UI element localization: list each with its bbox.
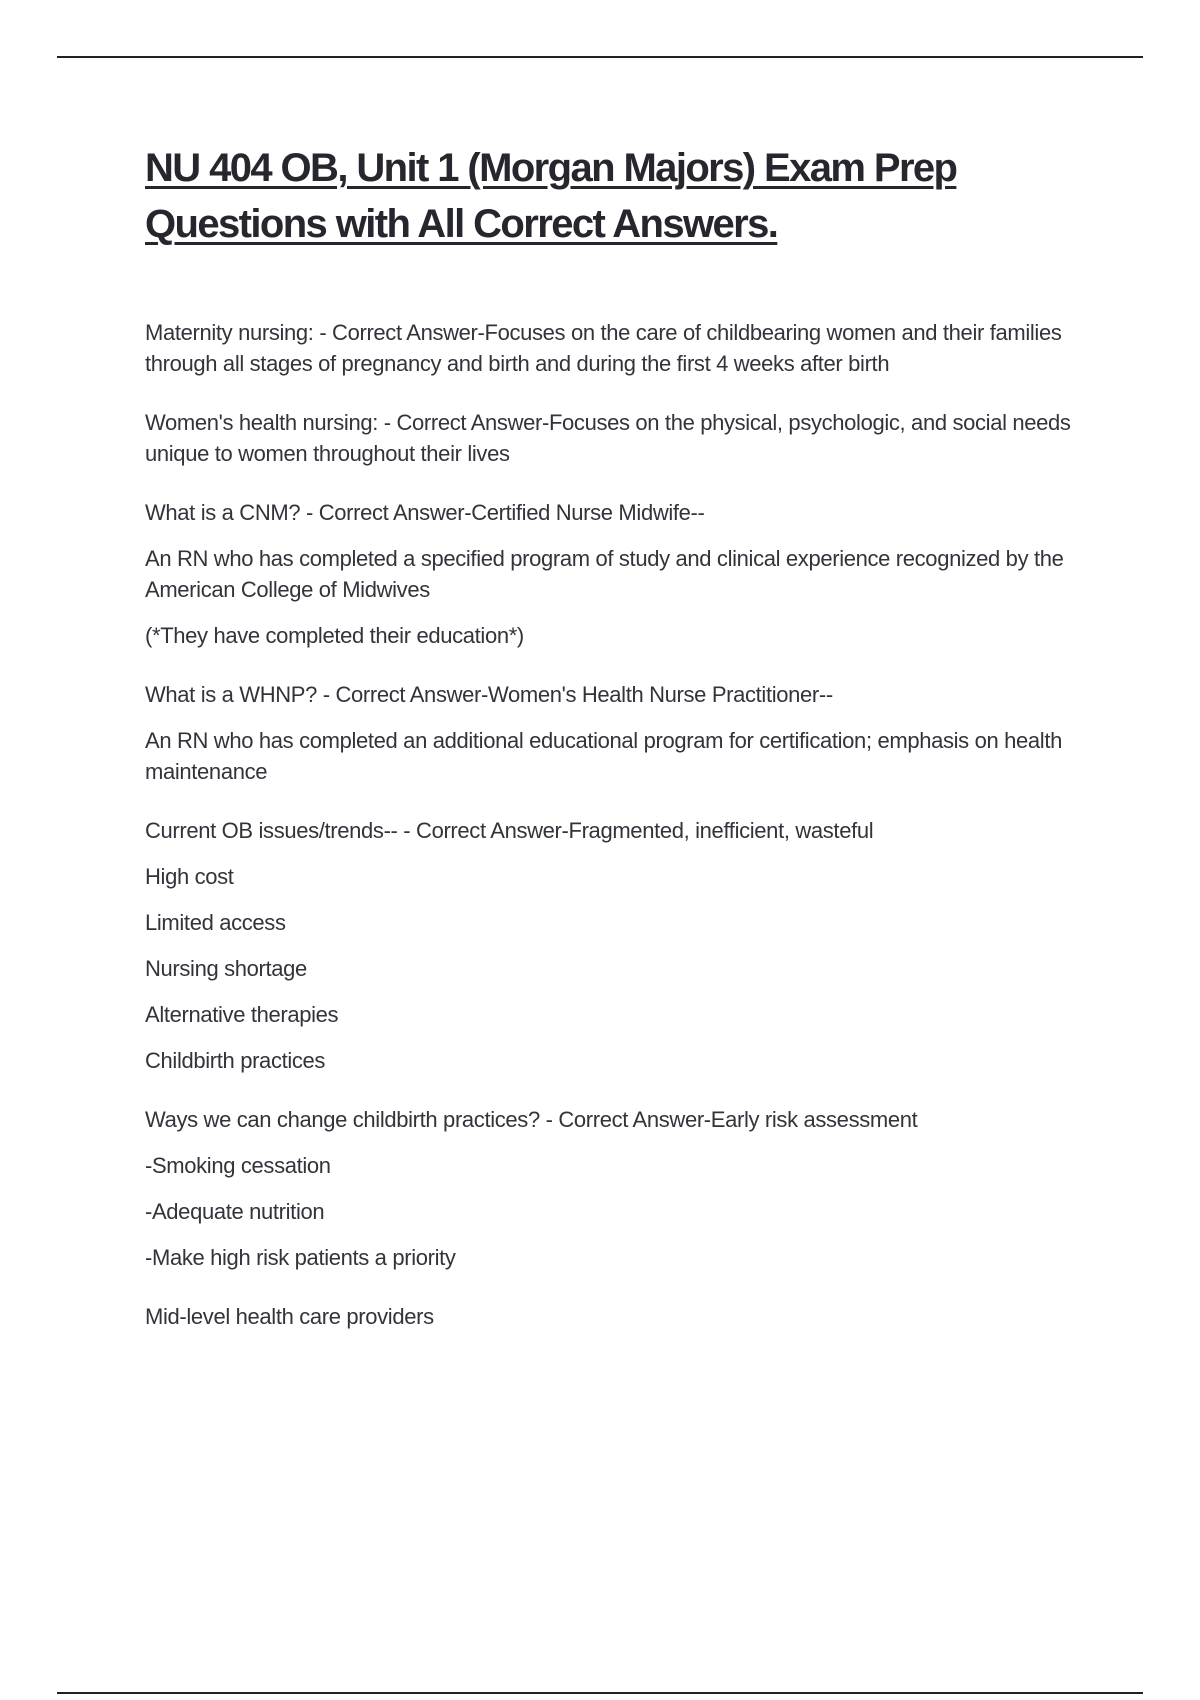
qa-block-womens-health-nursing — [145, 407, 1105, 469]
qa-paragraph: What is a WHNP? - Correct Answer-Women's Health Nurse Practitioner-- — [145, 682, 833, 707]
qa-paragraph: An RN who has completed a specified program of study and clinical experience recognized by the American College of Midwives — [145, 546, 1064, 602]
document-title: NU 404 OB, Unit 1 (Morgan Majors) Exam Prep Questions with All Correct Answers. — [145, 146, 957, 246]
qa-list-line: Alternative therapies — [145, 1002, 339, 1027]
qa-list-line: Nursing shortage — [145, 956, 307, 981]
qa-list-line: Limited access — [145, 910, 286, 935]
qa-list-line: Childbirth practices — [145, 1048, 326, 1073]
qa-list-line: -Make high risk patients a priority — [145, 1245, 456, 1270]
qa-paragraph: Ways we can change childbirth practices? - Correct Answer-Early risk assessment — [145, 1107, 918, 1132]
qa-paragraph: Mid-level health care providers — [145, 1304, 434, 1329]
top-rule — [57, 56, 1143, 58]
qa-paragraph: An RN who has completed an additional educational program for certification; emphasis on health maintenance — [145, 728, 1062, 784]
qa-paragraph: Current OB issues/trends-- - Correct Answer-Fragmented, inefficient, wasteful — [145, 818, 874, 843]
qa-block-childbirth-practices — [145, 1104, 1105, 1273]
qa-paragraph: (*They have completed their education*) — [145, 623, 524, 648]
qa-block-ob-issues-trends — [145, 815, 1105, 1076]
bottom-rule — [57, 1692, 1143, 1694]
qa-list-line: -Adequate nutrition — [145, 1199, 325, 1224]
qa-paragraph: Women's health nursing: - Correct Answer-Focuses on the physical, psychologic, and social needs unique to women throughout their lives — [145, 410, 1071, 466]
document-body — [145, 140, 1105, 1360]
qa-list-line: -Smoking cessation — [145, 1153, 331, 1178]
qa-block-whnp — [145, 679, 1105, 787]
qa-block-cnm — [145, 497, 1105, 651]
qa-list-line: High cost — [145, 864, 234, 889]
qa-list — [145, 317, 1105, 1332]
qa-block-maternity-nursing — [145, 317, 1105, 379]
qa-block-mid-level-providers — [145, 1301, 1105, 1332]
qa-paragraph: What is a CNM? - Correct Answer-Certified Nurse Midwife-- — [145, 500, 705, 525]
qa-paragraph: Maternity nursing: - Correct Answer-Focuses on the care of childbearing women and their families through all stages of pregnancy and birth and during the first 4 weeks after birth — [145, 320, 1062, 376]
